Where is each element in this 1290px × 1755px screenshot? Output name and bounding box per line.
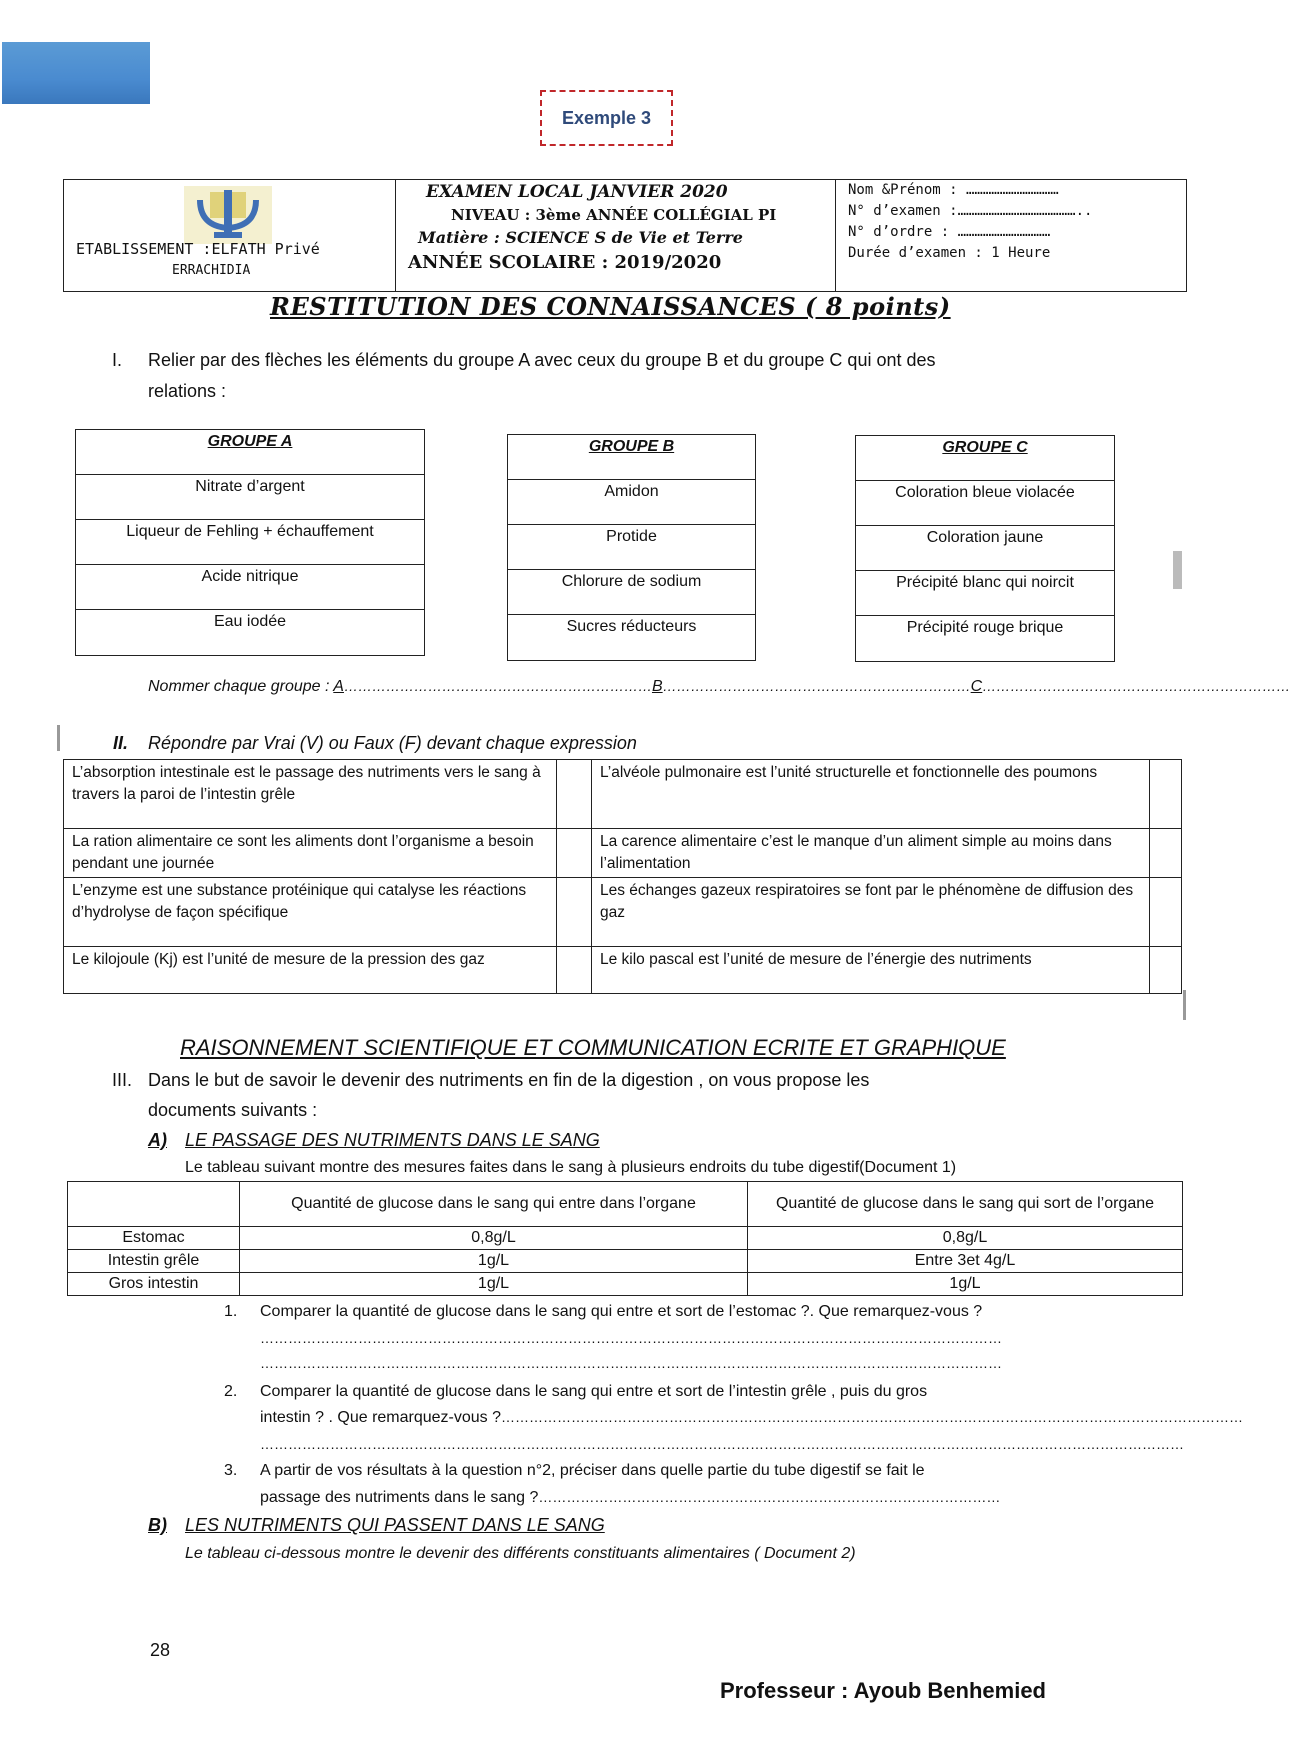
tf-statement: La carence alimentaire c’est le manque d’un aliment simple au moins dans l’alimentation (592, 829, 1150, 878)
q3-number: III. (112, 1070, 133, 1090)
subq-1-number: 1. (224, 1303, 238, 1320)
group-c-answer[interactable]: ………………………………………………………… (982, 678, 1290, 694)
part-a-label: A) (148, 1130, 167, 1150)
tf-answer-box[interactable] (1150, 829, 1182, 878)
group-c-title: GROUPE C (856, 436, 1114, 481)
student-name-field[interactable]: Nom &Prénom : …………………………… (848, 182, 1059, 198)
tf-answer-box[interactable] (1150, 878, 1182, 947)
table-row (64, 829, 1182, 878)
group-a-item[interactable]: Liqueur de Fehling + échauffement (76, 520, 424, 565)
q1-text-line1: Relier par des flèches les éléments du groupe A avec ceux du groupe B et du groupe C qui ont des (148, 350, 936, 370)
group-c-item[interactable]: Coloration bleue violacée (856, 481, 1114, 526)
subq-3-text-line2 (260, 1489, 1000, 1507)
group-a-item[interactable]: Acide nitrique (76, 565, 424, 610)
tf-answer-box[interactable] (557, 878, 592, 947)
table-row (68, 1227, 1183, 1250)
group-a-title: GROUPE A (76, 430, 424, 475)
group-a-letter: A (333, 678, 344, 695)
table-cell: Entre 3et 4g/L (748, 1250, 1183, 1273)
exam-header (63, 179, 1187, 292)
true-false-table (63, 759, 1182, 994)
school-year: ANNÉE SCOLAIRE : 2019/2020 (408, 252, 722, 273)
answer-line[interactable]: ……………………………………………………………………………………………………………………………………………………………………………… (260, 1436, 1184, 1452)
answer-line[interactable]: ……………………………………………………………………………………… (538, 1489, 1001, 1505)
table-header-cell (68, 1182, 240, 1227)
exam-level: NIVEAU : 3ème ANNÉE COLLÉGIAL PI (451, 206, 777, 224)
tf-answer-box[interactable] (557, 829, 592, 878)
q3-text-line2: documents suivants : (148, 1100, 318, 1120)
school-cell (64, 180, 396, 291)
group-b-item[interactable]: Sucres réducteurs (566, 618, 697, 635)
tf-statement: L’absorption intestinale est le passage des nutriments vers le sang à travers la paroi de l’intestin grêle (64, 760, 557, 829)
section2-title: RAISONNEMENT SCIENTIFIQUE ET COMMUNICATION ECRITE ET GRAPHIQUE (180, 1035, 1006, 1060)
exam-number-field[interactable]: N° d’examen :…………………………………….. (848, 203, 1093, 219)
q3-text-line1: Dans le but de savoir le devenir des nutriments en fin de la digestion , on vous propose les (148, 1070, 870, 1090)
answer-line[interactable]: …………………………………………………………………………………………………………………………………………… (501, 1409, 1244, 1425)
subq-2-number: 2. (224, 1383, 238, 1400)
group-a-box (75, 429, 425, 656)
tf-answer-box[interactable] (1150, 760, 1182, 829)
table-cell: 1g/L (240, 1273, 748, 1296)
group-b-title: GROUPE B (508, 435, 755, 480)
subq-3-line2-text: passage des nutriments dans le sang ? (260, 1489, 539, 1506)
answer-line[interactable]: …………………………………………………………………………………………………………………………………………… (260, 1355, 1002, 1371)
table-cell: 0,8g/L (240, 1227, 748, 1250)
table-row (68, 1273, 1183, 1296)
part-b-label: B) (148, 1515, 167, 1535)
subq-2-text-line2 (260, 1409, 1243, 1427)
name-groups-line (148, 678, 1290, 696)
table-cell: Intestin grêle (68, 1250, 240, 1273)
subq-3-text-line1: A partir de vos résultats à la question n°2, préciser dans quelle partie du tube digestif se fait le (260, 1462, 925, 1479)
group-b-answer[interactable]: ………………………………………………………… (662, 678, 971, 694)
table-row (64, 947, 1182, 994)
tf-statement: Le kilojoule (Kj) est l’unité de mesure de la pression des gaz (64, 947, 557, 994)
group-b-item[interactable]: Protide (508, 525, 755, 570)
student-info-cell (836, 180, 1186, 291)
tf-answer-box[interactable] (557, 947, 592, 994)
table-row (68, 1250, 1183, 1273)
section1-title: RESTITUTION DES CONNAISSANCES ( 8 points) (270, 292, 951, 321)
tf-statement: L’alvéole pulmonaire est l’unité structurelle et fonctionnelle des poumons (592, 760, 1150, 829)
exam-title: EXAMEN LOCAL JANVIER 2020 (426, 182, 728, 202)
name-groups-label: Nommer chaque groupe : (148, 678, 330, 695)
tf-statement: La ration alimentaire ce sont les aliments dont l’organisme a besoin pendant une journée (64, 829, 557, 878)
subq-2-line2-text: intestin ? . Que remarquez-vous ? (260, 1409, 502, 1426)
group-b-item[interactable]: Chlorure de sodium (508, 570, 755, 615)
glucose-table (67, 1181, 1183, 1296)
group-c-box (855, 435, 1115, 662)
margin-marker (1173, 551, 1182, 589)
table-header-cell: Quantité de glucose dans le sang qui sort de l’organe (748, 1182, 1183, 1227)
group-a-answer[interactable]: ………………………………………………………… (343, 678, 652, 694)
part-b-intro: Le tableau ci-dessous montre le devenir des différents constituants alimentaires ( Document 2) (185, 1545, 856, 1562)
subq-3-number: 3. (224, 1462, 238, 1479)
margin-marker (1183, 990, 1186, 1020)
q2-title: Répondre par Vrai (V) ou Faux (F) devant chaque expression (148, 733, 637, 753)
group-c-letter: C (970, 678, 983, 695)
table-header-row (68, 1182, 1183, 1227)
group-b-letter: B (651, 678, 663, 695)
answer-line[interactable]: …………………………………………………………………………………………………………………………………………… (260, 1330, 1002, 1346)
exam-subject: Matière : SCIENCE S de Vie et Terre (418, 228, 743, 247)
group-b-item[interactable]: Amidon (508, 480, 755, 525)
professor-name: Professeur : Ayoub Benhemied (720, 1678, 1046, 1703)
table-row (64, 878, 1182, 947)
table-cell: Gros intestin (68, 1273, 240, 1296)
group-c-item[interactable]: Précipité blanc qui noircit (856, 571, 1114, 616)
school-name: ETABLISSEMENT :ELFATH Privé (76, 240, 320, 258)
subq-1-text: Comparer la quantité de glucose dans le sang qui entre et sort de l’estomac ?. Que remarquez-vous ? (260, 1303, 983, 1320)
part-a-intro: Le tableau suivant montre des mesures faites dans le sang à plusieurs endroits du tube digestif(Document 1) (185, 1159, 957, 1176)
school-logo-icon (184, 186, 272, 244)
margin-marker (57, 725, 60, 751)
table-row (64, 760, 1182, 829)
tf-statement: L’enzyme est une substance protéinique qui catalyse les réactions d’hydrolyse de façon spécifique (64, 878, 557, 947)
table-cell: 1g/L (240, 1250, 748, 1273)
order-number-field[interactable]: N° d’ordre : …………………………… (848, 224, 1051, 240)
part-a-title: LE PASSAGE DES NUTRIMENTS DANS LE SANG (185, 1130, 600, 1150)
subq-2-text-line1: Comparer la quantité de glucose dans le sang qui entre et sort de l’intestin grêle , puis du gros (260, 1383, 928, 1400)
q2-number: II. (113, 733, 129, 753)
page-number: 28 (150, 1640, 171, 1660)
tf-statement: Le kilo pascal est l’unité de mesure de l’énergie des nutriments (592, 947, 1150, 994)
exam-duration: Durée d’examen : 1 Heure (848, 245, 1051, 261)
group-a-item[interactable]: Eau iodée (213, 613, 287, 630)
school-city: ERRACHIDIA (172, 263, 251, 278)
group-c-item[interactable]: Précipité rouge brique (906, 619, 1064, 636)
group-c-item[interactable]: Coloration jaune (856, 526, 1114, 571)
group-a-item[interactable]: Nitrate d’argent (76, 475, 424, 520)
tf-answer-box[interactable] (1150, 947, 1182, 994)
table-cell: Estomac (68, 1227, 240, 1250)
group-b-box (507, 434, 756, 661)
q1-text-line2: relations : (148, 381, 227, 401)
table-cell: 0,8g/L (748, 1227, 1183, 1250)
exam-info-cell (396, 180, 836, 291)
table-header-cell: Quantité de glucose dans le sang qui entre dans l’organe (240, 1182, 748, 1227)
q1-number: I. (112, 350, 123, 370)
table-cell: 1g/L (748, 1273, 1183, 1296)
part-b-title: LES NUTRIMENTS QUI PASSENT DANS LE SANG (185, 1515, 605, 1535)
tf-statement: Les échanges gazeux respiratoires se font par le phénomène de diffusion des gaz (592, 878, 1150, 947)
blue-tab-decoration (2, 42, 150, 104)
example-label: Exemple 3 (540, 90, 673, 146)
tf-answer-box[interactable] (557, 760, 592, 829)
